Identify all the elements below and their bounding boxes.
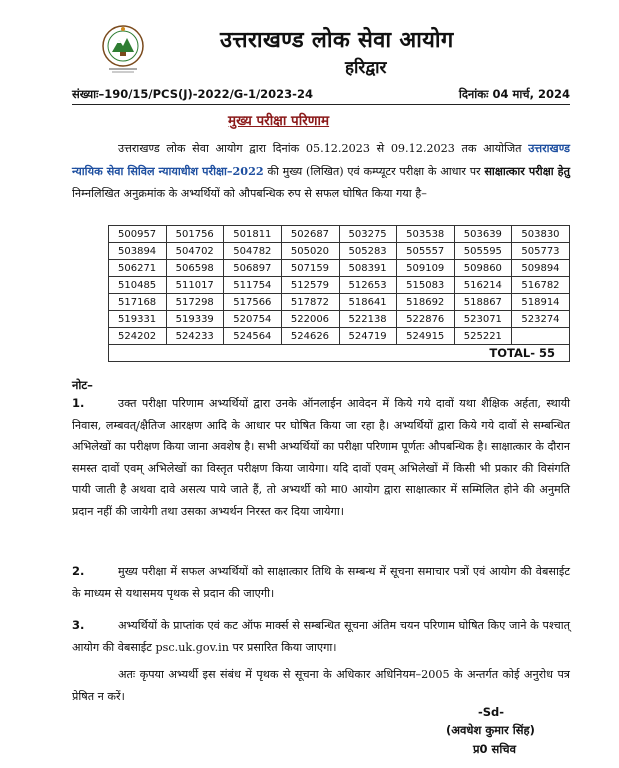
header-divider — [72, 104, 570, 105]
roll-number-cell: 524915 — [397, 328, 455, 345]
roll-number-cell: 524626 — [281, 328, 339, 345]
roll-number-cell: 503894 — [109, 243, 167, 260]
table-row — [109, 226, 570, 243]
roll-number-cell: 524564 — [224, 328, 282, 345]
org-name: उत्तराखण्ड लोक सेवा आयोग — [220, 28, 454, 53]
signatory-name: (अवधेश कुमार सिंह) — [446, 723, 535, 737]
roll-number-cell: 501811 — [224, 226, 282, 243]
roll-number-cell: 511754 — [224, 277, 282, 294]
closing-text: अतः कृपया अभ्यर्थी इस संबंध में पृथक से सूचना के अधिकार अधिनियम–2005 के अन्तर्गत कोई अनुरोध पत्र प्रेषित न करें। — [72, 668, 570, 703]
table-row — [109, 311, 570, 328]
roll-number-cell: 509109 — [397, 260, 455, 277]
roll-number-cell: 523071 — [454, 311, 512, 328]
exam-name: उत्तराखण्ड न्यायिक सेवा सिविल न्यायाधीश परीक्षा–2022 — [72, 141, 570, 178]
roll-number-cell: 524719 — [339, 328, 397, 345]
table-row — [109, 243, 570, 260]
roll-number-cell: 506897 — [224, 260, 282, 277]
signature-sd: -Sd- — [478, 705, 505, 719]
roll-number-cell: 502687 — [281, 226, 339, 243]
note-3-number: 3. — [72, 618, 85, 632]
roll-number-cell: 522876 — [397, 311, 455, 328]
roll-number-cell: 522138 — [339, 311, 397, 328]
note-label: नोट– — [72, 378, 93, 392]
roll-number-cell: 517872 — [281, 294, 339, 311]
roll-number-cell: 503639 — [454, 226, 512, 243]
closing-paragraph — [72, 664, 570, 707]
roll-number-cell: 512653 — [339, 277, 397, 294]
roll-number-cell: 504702 — [166, 243, 224, 260]
signatory-designation: प्र0 सचिव — [473, 742, 516, 756]
notice-date: दिनांकः 04 मार्च, 2024 — [458, 87, 570, 101]
roll-number-table — [108, 225, 570, 362]
table-row — [109, 260, 570, 277]
roll-number-cell: 505595 — [454, 243, 512, 260]
intro-part3: निम्नलिखित अनुक्रमांक के अभ्यर्थियों को औपबन्धिक रुप से सफल घोषित किया गया है– — [72, 187, 427, 200]
roll-number-cell: 518641 — [339, 294, 397, 311]
table-row — [109, 328, 570, 345]
reference-number: संख्याः–190/15/PCS(J)-2022/G-1/2023-24 — [72, 87, 313, 101]
roll-number-cell: 518914 — [512, 294, 570, 311]
roll-number-cell: 524233 — [166, 328, 224, 345]
table-row — [109, 294, 570, 311]
roll-number-cell: 523274 — [512, 311, 570, 328]
roll-number-cell: 509860 — [454, 260, 512, 277]
roll-number-cell: 517168 — [109, 294, 167, 311]
intro-part2: की मुख्य (लिखित) एवं कम्प्यूटर परीक्षा के आधार पर — [267, 165, 481, 178]
roll-number-cell: 516214 — [454, 277, 512, 294]
roll-number-cell: 503830 — [512, 226, 570, 243]
note-1-number: 1. — [72, 396, 85, 410]
roll-number-cell: 503538 — [397, 226, 455, 243]
interview-text: साक्षात्कार परीक्षा हेतु — [484, 164, 570, 178]
roll-number-cell — [512, 328, 570, 345]
note-3-text — [72, 615, 570, 658]
total-count: TOTAL- 55 — [109, 345, 570, 362]
roll-number-cell: 507159 — [281, 260, 339, 277]
roll-number-cell: 516782 — [512, 277, 570, 294]
commission-emblem-logo — [99, 20, 147, 76]
roll-number-cell: 504782 — [224, 243, 282, 260]
note-2-number: 2. — [72, 564, 85, 578]
roll-number-cell: 505557 — [397, 243, 455, 260]
intro-paragraph — [72, 137, 570, 205]
note-1-text — [72, 393, 570, 522]
roll-number-cell: 506598 — [166, 260, 224, 277]
roll-number-cell: 519331 — [109, 311, 167, 328]
roll-number-cell: 501756 — [166, 226, 224, 243]
note-3-body: अभ्यर्थियों के प्राप्तांक एवं कट ऑफ मार्क्स से सम्बन्धित सूचना अंतिम चयन परिणाम घोषित किए जाने के पश्चात् आयोग की वेबसाईट psc.uk.gov.in पर प्रसारित किया जाएगा। — [72, 619, 570, 654]
org-city: हरिद्वार — [345, 58, 387, 78]
roll-number-cell: 524202 — [109, 328, 167, 345]
note-2-text — [72, 561, 570, 604]
roll-number-cell: 517566 — [224, 294, 282, 311]
roll-number-cell: 508391 — [339, 260, 397, 277]
roll-number-cell: 512579 — [281, 277, 339, 294]
roll-number-cell: 520754 — [224, 311, 282, 328]
roll-number-cell: 505020 — [281, 243, 339, 260]
roll-number-cell: 517298 — [166, 294, 224, 311]
intro-part1: उत्तराखण्ड लोक सेवा आयोग द्वारा दिनांक 05.12.2023 से 09.12.2023 तक आयोजित — [118, 142, 522, 155]
roll-number-cell: 519339 — [166, 311, 224, 328]
notice-heading: मुख्य परीक्षा परिणाम — [228, 113, 330, 129]
roll-number-cell: 500957 — [109, 226, 167, 243]
roll-number-cell: 503275 — [339, 226, 397, 243]
roll-number-cell: 510485 — [109, 277, 167, 294]
roll-number-cell: 518867 — [454, 294, 512, 311]
note-2-body: मुख्य परीक्षा में सफल अभ्यर्थियों को साक्षात्कार तिथि के सम्बन्ध में सूचना समाचार पत्रों एवं आयोग की वेबसाईट के माध्यम से यथासमय पृथक से प्रदान की जाएगी। — [72, 565, 570, 600]
roll-number-cell: 505773 — [512, 243, 570, 260]
roll-number-cell: 509894 — [512, 260, 570, 277]
total-row — [109, 345, 570, 362]
note-1-body: उक्त परीक्षा परिणाम अभ्यर्थियों द्वारा उनके ऑनलाईन आवेदन में किये गये दावों यथा शैक्षिक अर्हता, स्थायी निवास, लम्बवत्/क्षैतिज आरक्षण आदि के आधार पर घोषित किया जा रहा है। अभ्यर्थियों द्वारा किये गये दावों से सम्बन्धित अभिलेखों का परीक्षण किया जाना अवशेष है। सभी अभ्यर्थियों का परीक्षा परिणाम पूर्णतः औपबन्धिक है। साक्षात्कार के दौरान समस्त दावों एवम् अभिलेखों का विस्तृत परीक्षण किया जायेगा। यदि दावों एवम् अभिलेखों में किसी भी प्रकार की विसंगति पायी जाती है अथवा दावे असत्य पाये जाते हैं, तो अभ्यर्थी को मा0 आयोग द्वारा साक्षात्कार में सम्मिलित होने की अनुमति प्रदान नहीं की जायेगी तथा उसका अभ्यर्थन निरस्त कर दिया जायेगा। — [72, 397, 570, 518]
roll-number-cell: 505283 — [339, 243, 397, 260]
roll-number-cell: 518692 — [397, 294, 455, 311]
roll-number-cell: 506271 — [109, 260, 167, 277]
roll-number-cell: 525221 — [454, 328, 512, 345]
table-row — [109, 277, 570, 294]
roll-number-cell: 522006 — [281, 311, 339, 328]
roll-number-cell: 511017 — [166, 277, 224, 294]
roll-number-cell: 515083 — [397, 277, 455, 294]
